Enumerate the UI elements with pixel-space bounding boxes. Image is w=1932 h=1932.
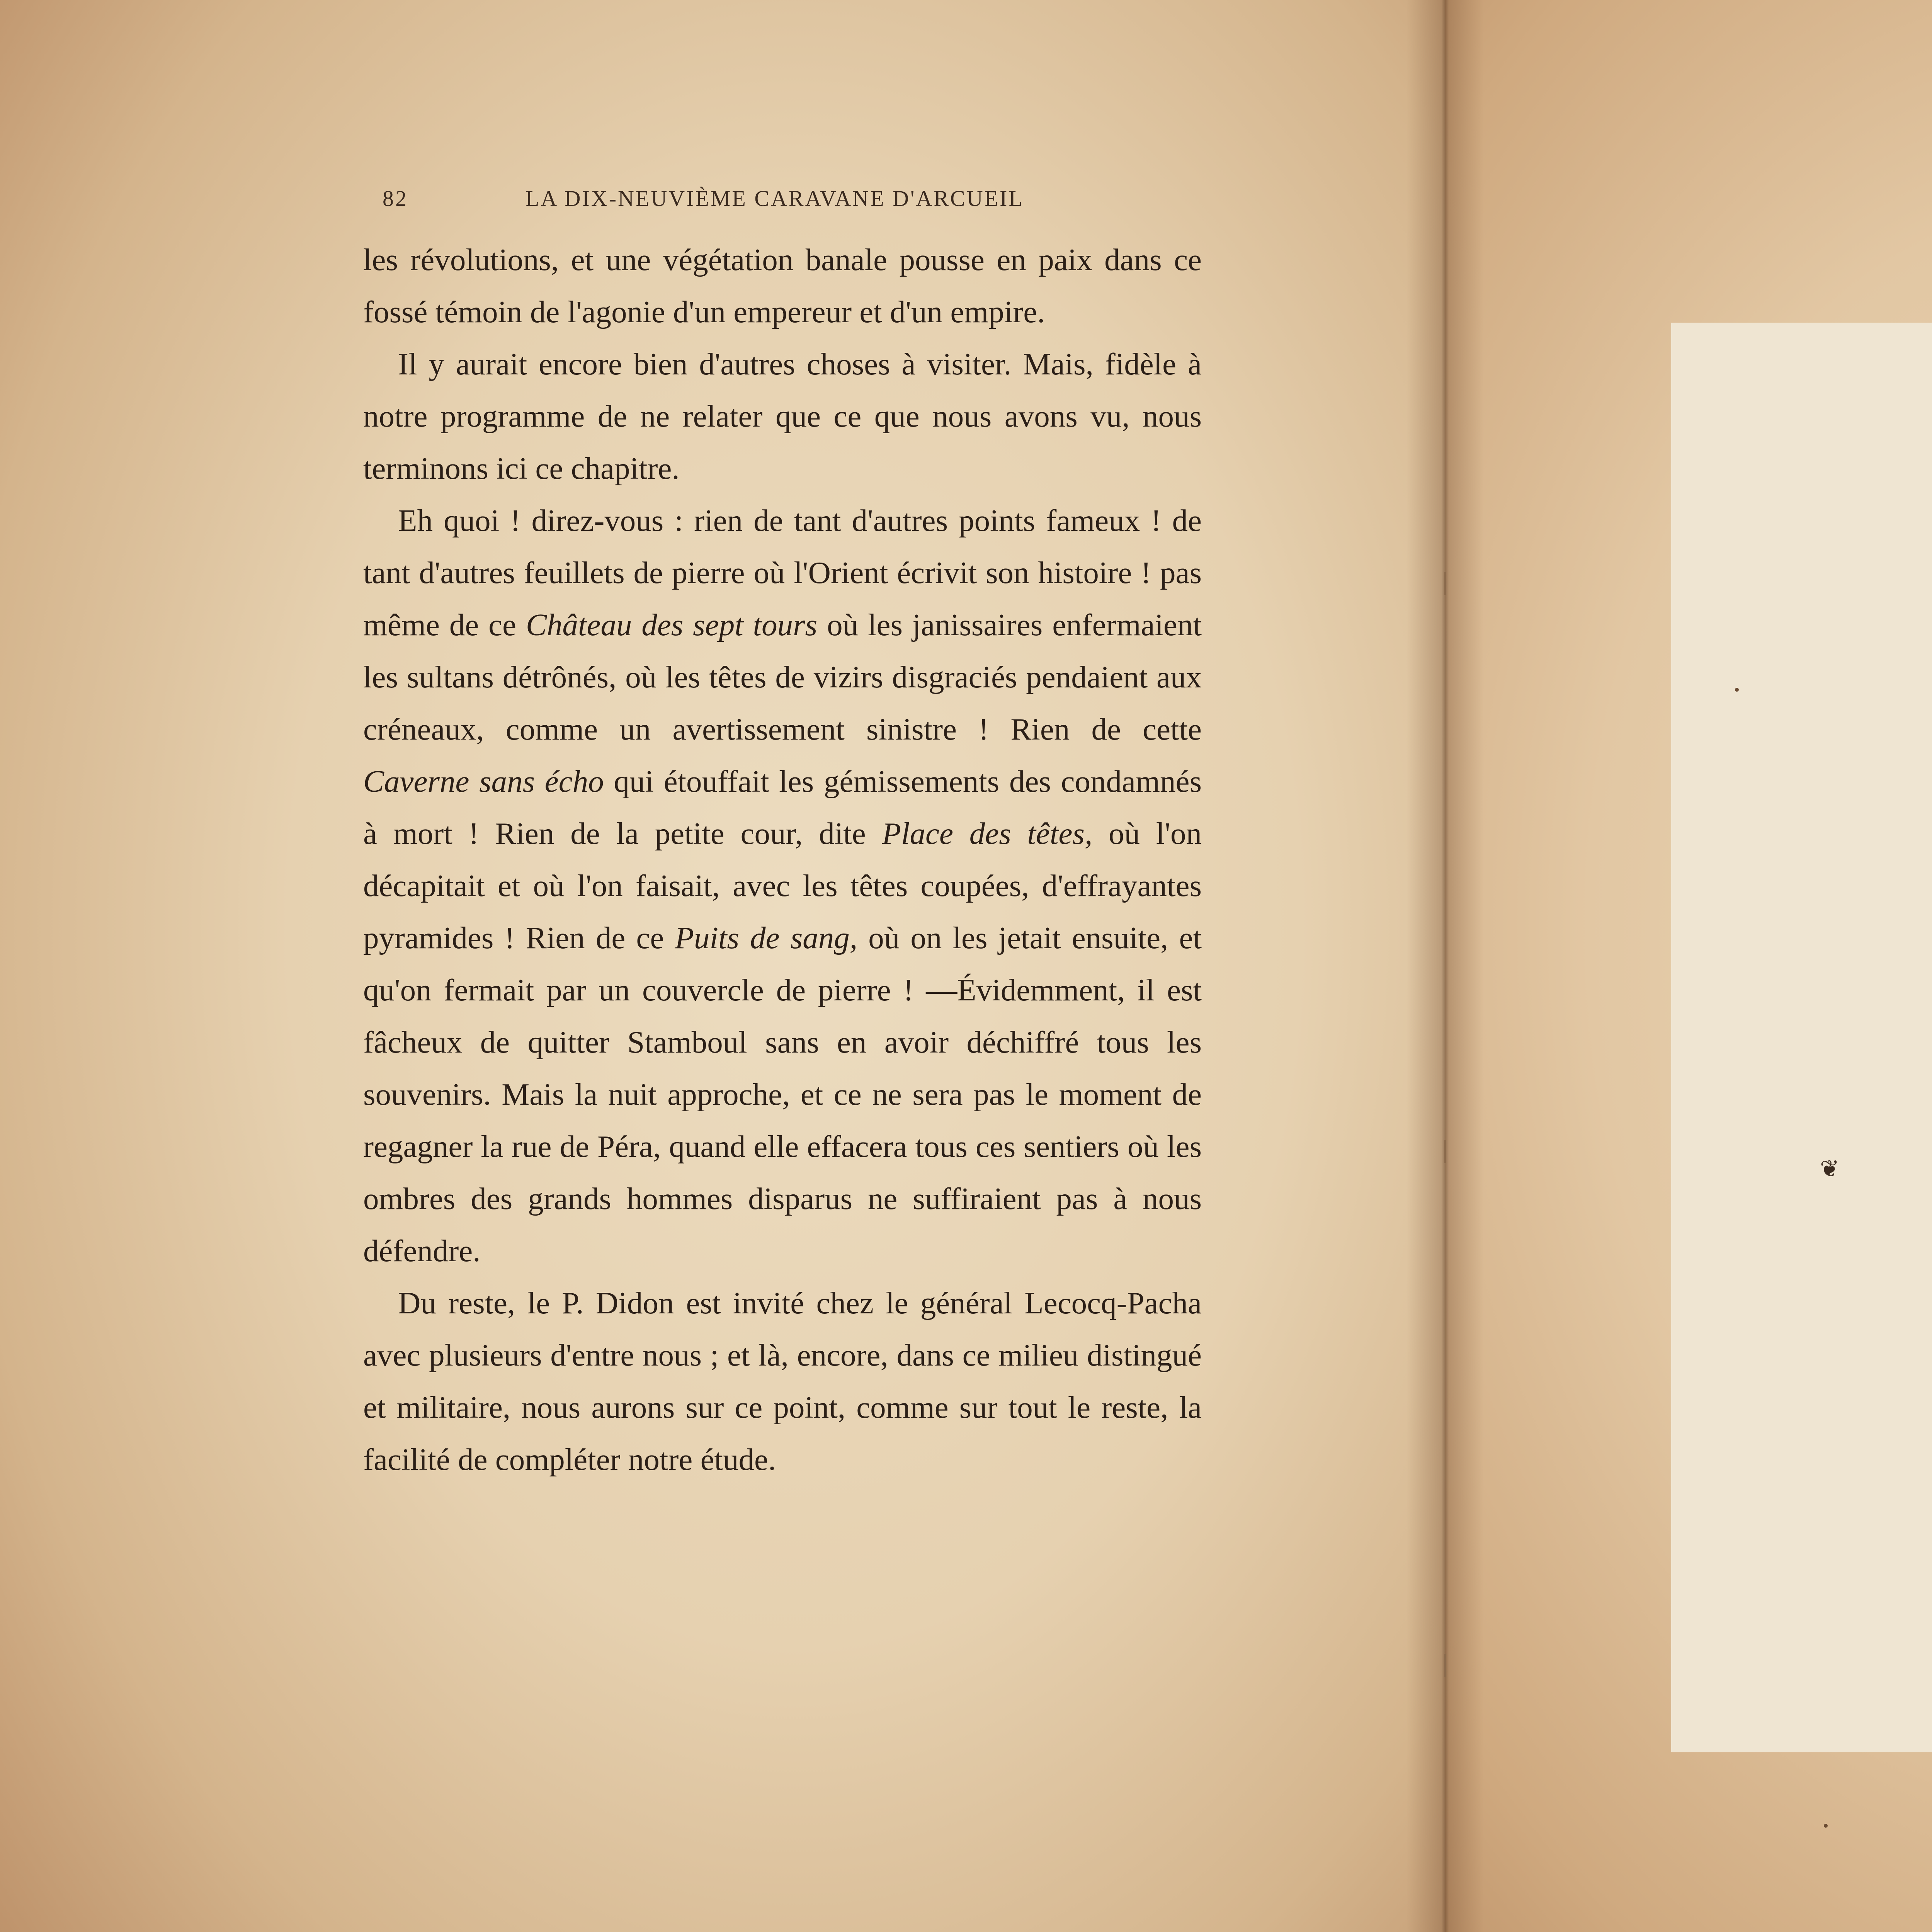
text-run: où l'on décapitait et où l'on faisait, avec les têtes coupées, d'effrayantes pyramides ! Rien de ce (363, 816, 1202, 955)
text-run: les révolutions, et une végétation banale pousse en paix dans ce fossé témoin de l'agonie d'un empereur et d'un empire. (363, 242, 1202, 329)
italic-text: Caverne sans écho (363, 764, 604, 799)
photo-plate (1671, 323, 1932, 1752)
text-run: Il y aurait encore bien d'autres choses à visiter. Mais, fidèle à notre programme de ne relater que ce que nous avons vu, nous terminons ici ce chapitre. (363, 347, 1202, 486)
paragraph (363, 1277, 1202, 1486)
paragraph (363, 338, 1202, 495)
page-number: 82 (383, 186, 408, 211)
italic-text: Place des têtes, (882, 816, 1093, 851)
binding-stitch (1444, 1654, 1446, 1677)
text-run: qui étouffait les gémissements des condamnés à mort ! Rien de la petite cour, dite (363, 764, 1202, 851)
italic-text: Château des sept tours (526, 607, 818, 642)
text-run: où les janissaires enfermaient les sultans détrônés, où les têtes de vizirs disgraciés pendaient aux créneaux, comme un avertissement sinistre ! Rien de cette (363, 607, 1202, 747)
body-text (363, 234, 1202, 1486)
fleuron-ornament-icon: ❦ (1820, 1156, 1840, 1182)
running-title: LA DIX-NEUVIÈME CARAVANE D'ARCUEIL (526, 186, 1024, 211)
text-run: Du reste, le P. Didon est invité chez le général Lecocq-Pacha avec plusieurs d'entre nous ; et là, encore, dans ce milieu distingué et militaire, nous aurons sur ce point, comme sur tout le reste, la facilité de compléter notre étude. (363, 1286, 1202, 1477)
paragraph (363, 234, 1202, 338)
binding-stitch (1444, 572, 1446, 595)
italic-text: Puits de sang, (675, 920, 858, 955)
paragraph (363, 495, 1202, 1277)
binding-stitch (1444, 1140, 1446, 1163)
page-header (367, 185, 1202, 216)
text-run: où on les jetait ensuite, et qu'on fermait par un couvercle de pierre ! —Évidemment, il est fâcheux de quitter Stamboul sans en avoir déchiffré tous les souvenirs. Mais la nuit approche, et ce ne sera pas le moment de regagner la rue de Péra, quand elle effacera tous ces sentiers où les ombres des grands hommes disparus ne suffiraient pas à nous défendre. (363, 920, 1202, 1268)
text-run: Eh quoi ! direz-vous : rien de tant d'autres points fameux ! de tant d'autres feuillets de pierre où l'Orient écrivit son histoire ! pas même de ce (363, 503, 1202, 642)
paper-speck (1824, 1824, 1828, 1828)
paper-speck (1735, 688, 1739, 692)
book-gutter (1406, 0, 1484, 1932)
